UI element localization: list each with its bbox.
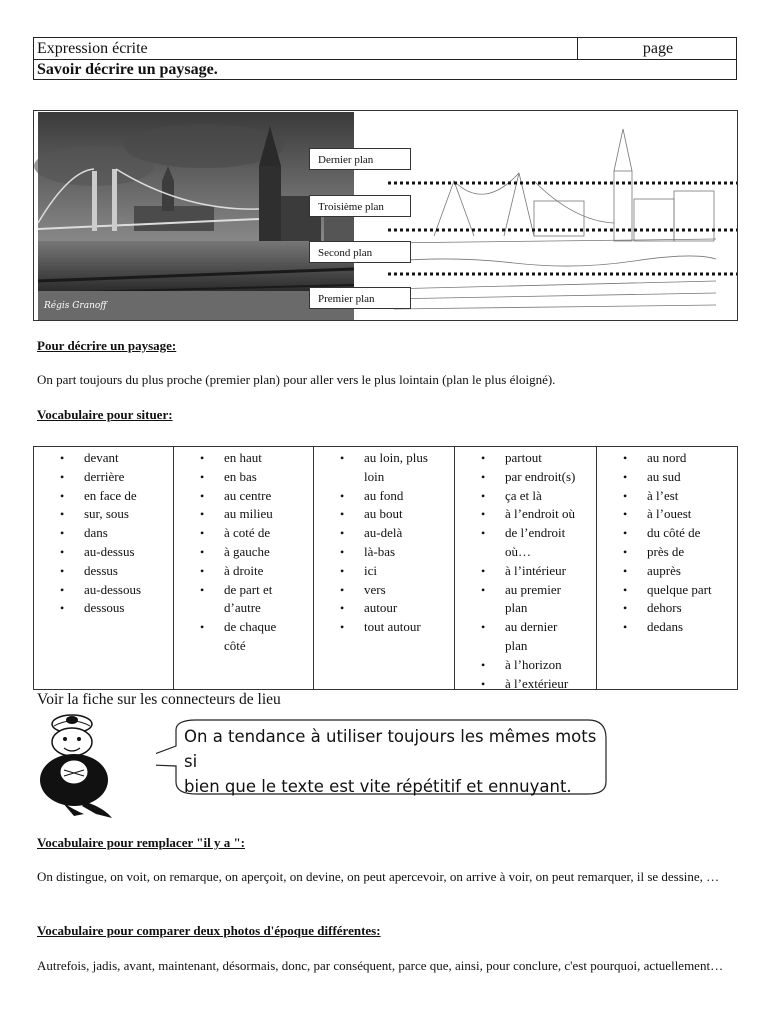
subject-label: Expression écrite	[37, 40, 148, 57]
list-item: • partout	[455, 449, 596, 468]
bubble-text	[184, 724, 604, 799]
list-item: • à l’extérieur	[455, 675, 596, 694]
describe-text: On part toujours du plus proche (premier plan) pour aller vers le plus lointain (plan le plus éloigné).	[37, 372, 556, 387]
list-item: • autour	[314, 599, 454, 618]
list-item: • auprès	[597, 562, 737, 581]
list-item: • derrière	[34, 468, 173, 487]
cartoon-character-illustration	[34, 710, 114, 820]
list-item: • au loin, plus loin	[314, 449, 446, 487]
list-item: • de l’endroit où…	[455, 524, 585, 562]
vocab-column-5	[597, 447, 737, 689]
plan-label-dernier: Dernier plan	[309, 148, 411, 170]
connectors-note: Voir la fiche sur les connecteurs de lieu	[37, 691, 281, 708]
vocabulary-table	[33, 446, 738, 690]
list-item: • au-delà	[314, 524, 454, 543]
list-item: • dedans	[597, 618, 737, 637]
header-row	[34, 38, 736, 60]
list-item: • au centre	[174, 487, 313, 506]
plan-label-second: Second plan	[309, 241, 411, 263]
list-item: • à l’intérieur	[455, 562, 596, 581]
plan-label-troisieme: Troisième plan	[309, 195, 411, 217]
page-title: Savoir décrire un paysage.	[37, 61, 218, 78]
list-item: • au sud	[597, 468, 737, 487]
list-item: • ici	[314, 562, 454, 581]
compare-title: Vocabulaire pour comparer deux photos d'époque différentes:	[37, 923, 381, 938]
vocab-column-4	[455, 447, 597, 689]
replace-title: Vocabulaire pour remplacer "il y a ":	[37, 835, 245, 850]
list-item: • quelque part	[597, 581, 737, 600]
list-item: • au premier plan	[455, 581, 575, 619]
replace-text: On distingue, on voit, on remarque, on aperçoit, on devine, on peut apercevoir, on arrive à voir, on peut remarquer, il se dessine, …	[37, 869, 720, 884]
list-item: • de part et d’autre	[174, 581, 284, 619]
list-item: • à droite	[174, 562, 313, 581]
list-item: • au milieu	[174, 505, 313, 524]
list-item: • au bout	[314, 505, 454, 524]
list-item: • près de	[597, 543, 737, 562]
list-item: • au nord	[597, 449, 737, 468]
list-item: • au-dessus	[34, 543, 173, 562]
page-label: page	[642, 40, 674, 57]
describe-title: Pour décrire un paysage:	[37, 338, 177, 353]
list-item: • tout autour	[314, 618, 454, 637]
list-item: • vers	[314, 581, 454, 600]
list-item: • dehors	[597, 599, 737, 618]
list-item: • en haut	[174, 449, 313, 468]
list-item: • à l’endroit où	[455, 505, 596, 524]
list-item: • sur, sous	[34, 505, 173, 524]
plan-label-premier: Premier plan	[309, 287, 411, 309]
list-item: • ça et là	[455, 487, 596, 506]
situate-title: Vocabulaire pour situer:	[37, 407, 173, 422]
list-item: • de chaque côté	[174, 618, 288, 656]
list-item: • à l’est	[597, 487, 737, 506]
list-item: • à gauche	[174, 543, 313, 562]
bubble-line-1: On a tendance à utiliser toujours les mêmes mots si	[184, 727, 597, 771]
list-item: • dessous	[34, 599, 173, 618]
list-item: • au dernier plan	[455, 618, 575, 656]
list-item: • par endroit(s)	[455, 468, 596, 487]
list-item: • en face de	[34, 487, 173, 506]
list-item: • du côté de	[597, 524, 737, 543]
bubble-line-2: bien que le texte est vite répétitif et ennuyant.	[184, 777, 572, 796]
list-item: • au-dessous	[34, 581, 173, 600]
vocab-column-1	[34, 447, 174, 689]
list-item: • devant	[34, 449, 173, 468]
list-item: • à coté de	[174, 524, 313, 543]
list-item: • en bas	[174, 468, 313, 487]
list-item: • dessus	[34, 562, 173, 581]
list-item: • là-bas	[314, 543, 454, 562]
photo-signature: Régis Granoff	[44, 301, 107, 311]
vocab-column-3	[314, 447, 455, 689]
header-table	[33, 37, 737, 80]
list-item: • à l’ouest	[597, 505, 737, 524]
compare-text: Autrefois, jadis, avant, maintenant, désormais, donc, par conséquent, parce que, ainsi, pour conclure, c'est pourquoi, actuellement…	[37, 958, 724, 973]
list-item: • à l’horizon	[455, 656, 596, 675]
list-item: • dans	[34, 524, 173, 543]
vocab-column-2	[174, 447, 314, 689]
list-item: • au fond	[314, 487, 454, 506]
